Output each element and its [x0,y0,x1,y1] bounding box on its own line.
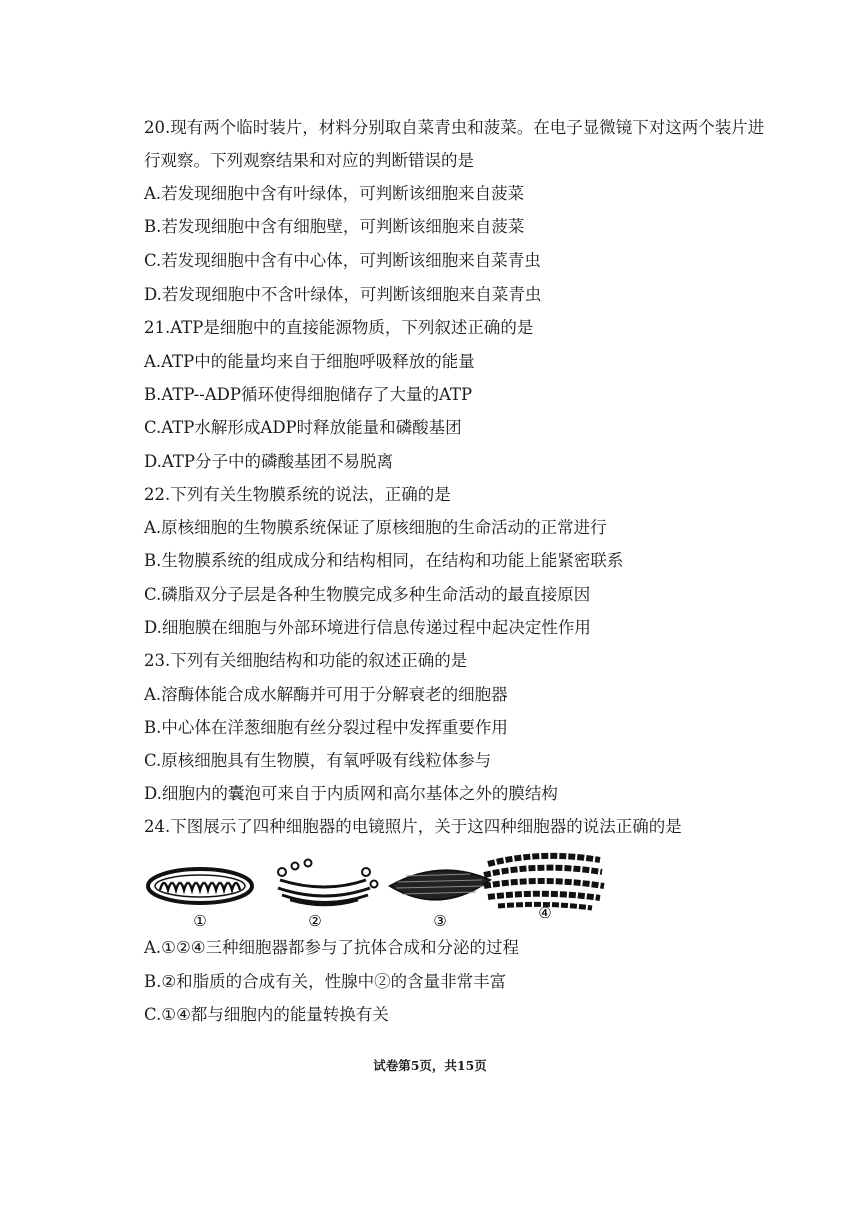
q24-option-c: C.①④都与细胞内的能量转换有关 [144,1005,389,1024]
q21-option-b: B.ATP--ADP循环使得细胞储存了大量的ATP [144,385,473,404]
q23-option-d: D.细胞内的囊泡可来自于内质网和高尔基体之外的膜结构 [144,784,558,803]
organelle-label-1: ① [193,912,207,930]
q20-option-d: D.若发现细胞中不含叶绿体，可判断该细胞来自菜青虫 [144,285,542,304]
q22-option-c: C.磷脂双分子层是各种生物膜完成多种生命活动的最直接原因 [144,585,591,604]
q20-option-a: A.若发现细胞中含有叶绿体，可判断该细胞来自菠菜 [144,184,525,203]
q24-stem: 24.下图展示了四种细胞器的电镜照片，关于这四种细胞器的说法正确的是 [144,817,682,836]
q23-option-b: B.中心体在洋葱细胞有丝分裂过程中发挥重要作用 [144,718,508,737]
golgi-apparatus-icon [278,860,378,906]
q24-option-b: B.②和脂质的合成有关，性腺中②的含量非常丰富 [144,972,507,991]
q21-option-a: A.ATP中的能量均来自于细胞呼吸释放的能量 [144,352,475,371]
q20-option-c: C.若发现细胞中含有中心体，可判断该细胞来自菜青虫 [144,251,541,270]
q22-option-d: D.细胞膜在细胞与外部环境进行信息传递过程中起决定性作用 [144,618,591,637]
q22-stem: 22.下列有关生物膜系统的说法，正确的是 [144,485,451,504]
organelle-label-4: ④ [538,904,552,922]
q20-stem-cont: 行观察。下列观察结果和对应的判断错误的是 [144,151,474,170]
mitochondrion-icon [148,869,252,903]
q24-option-a: A.①②④三种细胞器都参与了抗体合成和分泌的过程 [144,938,520,957]
q21-option-d: D.ATP分子中的磷酸基团不易脱离 [144,452,394,471]
q23-option-c: C.原核细胞具有生物膜，有氧呼吸有线粒体参与 [144,751,492,770]
q20-option-b: B.若发现细胞中含有细胞壁，可判断该细胞来自菠菜 [144,217,525,236]
q23-option-a: A.溶酶体能合成水解酶并可用于分解衰老的细胞器 [144,685,508,704]
q23-stem: 23.下列有关细胞结构和功能的叙述正确的是 [144,651,468,670]
q20-stem: 20.现有两个临时装片，材料分别取自菜青虫和菠菜。在电子显微镜下对这两个装片进 [144,118,765,137]
chloroplast-icon [484,856,604,908]
page-footer: 试卷第5页，共15页 [373,1058,487,1073]
q22-option-a: A.原核细胞的生物膜系统保证了原核细胞的生命活动的正常进行 [144,518,607,537]
q21-option-c: C.ATP水解形成ADP时释放能量和磷酸基团 [144,418,462,437]
rough-er-icon [390,870,490,899]
organelle-label-3: ③ [433,912,447,930]
q22-option-b: B.生物膜系统的组成成分和结构相同，在结构和功能上能紧密联系 [144,551,624,570]
q21-stem: 21.ATP是细胞中的直接能源物质，下列叙述正确的是 [144,318,534,337]
organelle-figure [140,850,620,930]
organelle-label-2: ② [308,912,322,930]
